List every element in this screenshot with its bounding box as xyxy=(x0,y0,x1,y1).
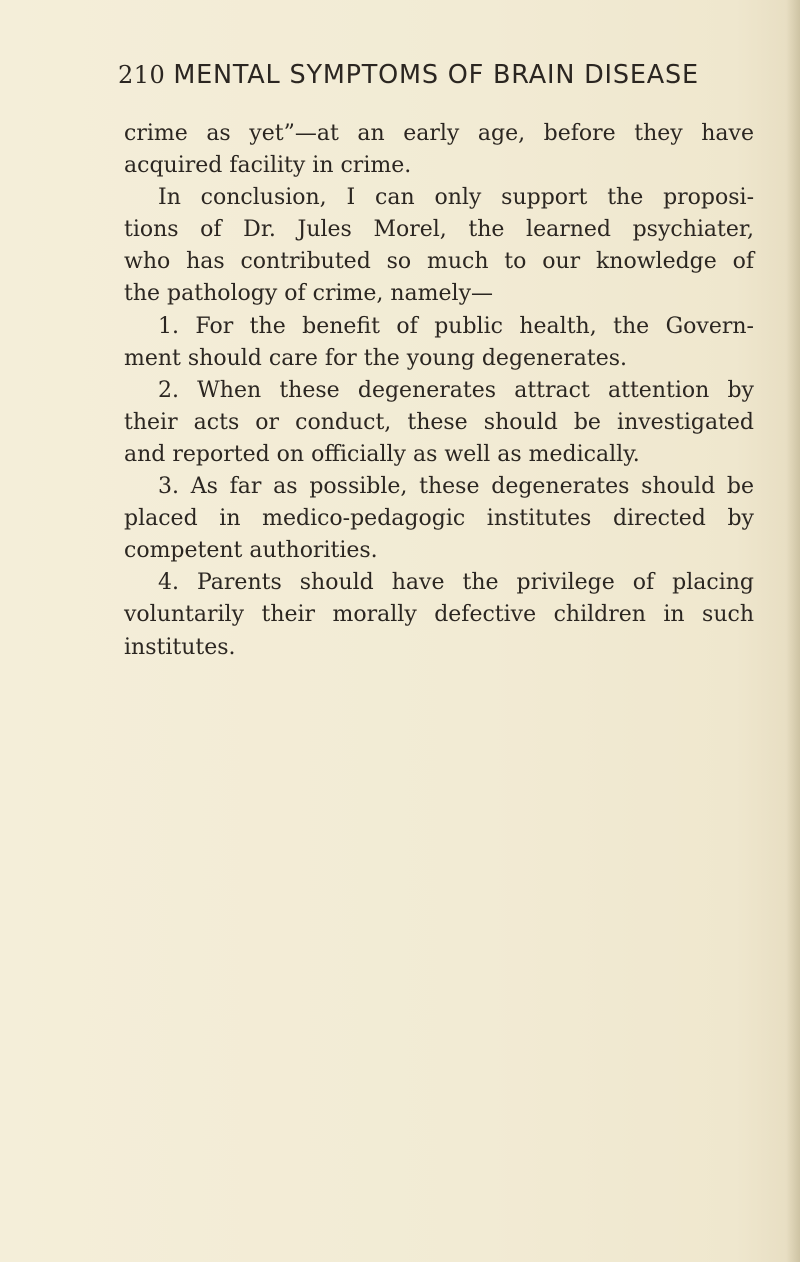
text-line: and reported on officially as well as medically. xyxy=(124,441,640,467)
page-edge-shadow xyxy=(786,0,800,1262)
text-line: voluntarily their morally defective children in such xyxy=(124,602,754,628)
text-line: 1. For the benefit of public health, the Govern- xyxy=(158,313,754,339)
text-line: who has contributed so much to our knowledge of xyxy=(124,249,754,275)
text-line: tions of Dr. Jules Morel, the learned psychiater, xyxy=(124,217,754,243)
text-line: ment should care for the young degenerates. xyxy=(124,345,628,371)
text-line: the pathology of crime, namely— xyxy=(124,281,494,307)
text-line: competent authorities. xyxy=(124,538,378,564)
text-line: acquired facility in crime. xyxy=(124,153,412,179)
text-line: their acts or conduct, these should be investigated xyxy=(124,409,754,435)
text-line: In conclusion, I can only support the proposi- xyxy=(158,185,754,211)
running-title: MENTAL SYMPTOMS OF BRAIN DISEASE xyxy=(173,60,699,90)
text-line: 2. When these degenerates attract attention by xyxy=(158,377,754,403)
text-line: institutes. xyxy=(124,634,236,660)
body-text xyxy=(124,118,754,664)
text-line: 4. Parents should have the privilege of placing xyxy=(158,570,754,596)
running-head xyxy=(118,60,758,90)
page-number: 210 xyxy=(118,61,166,89)
text-line: crime as yet”—at an early age, before they have xyxy=(124,121,754,146)
text-line: 3. As far as possible, these degenerates should be xyxy=(158,474,754,500)
text-line: placed in medico-pedagogic institutes directed by xyxy=(124,506,754,532)
